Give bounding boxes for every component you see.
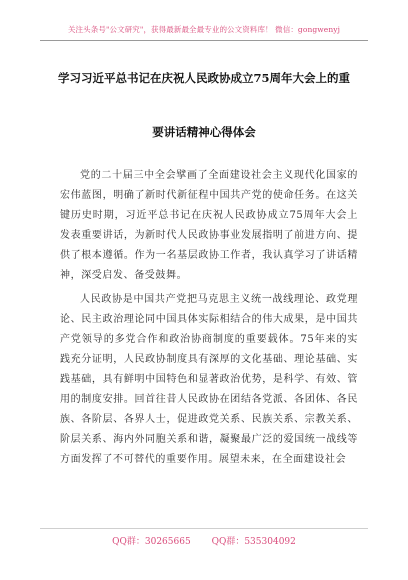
body-paragraph-1: 党的二十届三中全会擘画了全面建设社会主义现代化国家的宏伟蓝图，明确了新时代新征程中国共产党的使命任务。在这关键历史时期，习近平总书记在庆祝人民政协成立75周年大会上发表重要讲话，为新时代人民政协事业发展指明了前进方向、提供了根本遵循。作为一名基层政协工作者，我认真学习了讲话精神，深受启发、备受鼓舞。 <box>60 170 358 281</box>
footer <box>0 534 408 547</box>
footer-divider <box>40 528 368 529</box>
document-title-line-1: 学习习近平总书记在庆祝人民政协成立75周年大会上的重 <box>57 71 350 85</box>
footer-qq-group-2: QQ群：535304092 <box>211 537 296 547</box>
document-title-line-2: 要讲话精神心得体会 <box>152 125 256 139</box>
header-divider <box>40 40 368 41</box>
header-note: 关注头条号"公文研究"，获得最新最全最专业的公文资料库！ 微信：gongwenyj <box>67 25 341 34</box>
document-body <box>60 166 358 474</box>
footer-qq-group-1: QQ群：30265665 <box>112 537 191 547</box>
body-paragraph-2: 人民政协是中国共产党把马克思主义统一战线理论、政党理论、民主政治理论同中国具体实际相结合的伟大成果，是中国共产党领导的多党合作和政治协商制度的重要载体。75年来的实践充分证明，人民政协制度具有深厚的文化基础、理论基础、实践基础，具有鲜明中国特色和显著政治优势，是科学、有效、管用的制度安排。回首往昔人民政协在团结各党派、各团体、各民族、各阶层、各界人士，促进政党关系、民族关系、宗教关系、阶层关系、海内外同胞关系和谐，凝聚最广泛的爱国统一战线等方面发挥了不可替代的重要作用。展望未来，在全面建设社会 <box>60 294 358 465</box>
